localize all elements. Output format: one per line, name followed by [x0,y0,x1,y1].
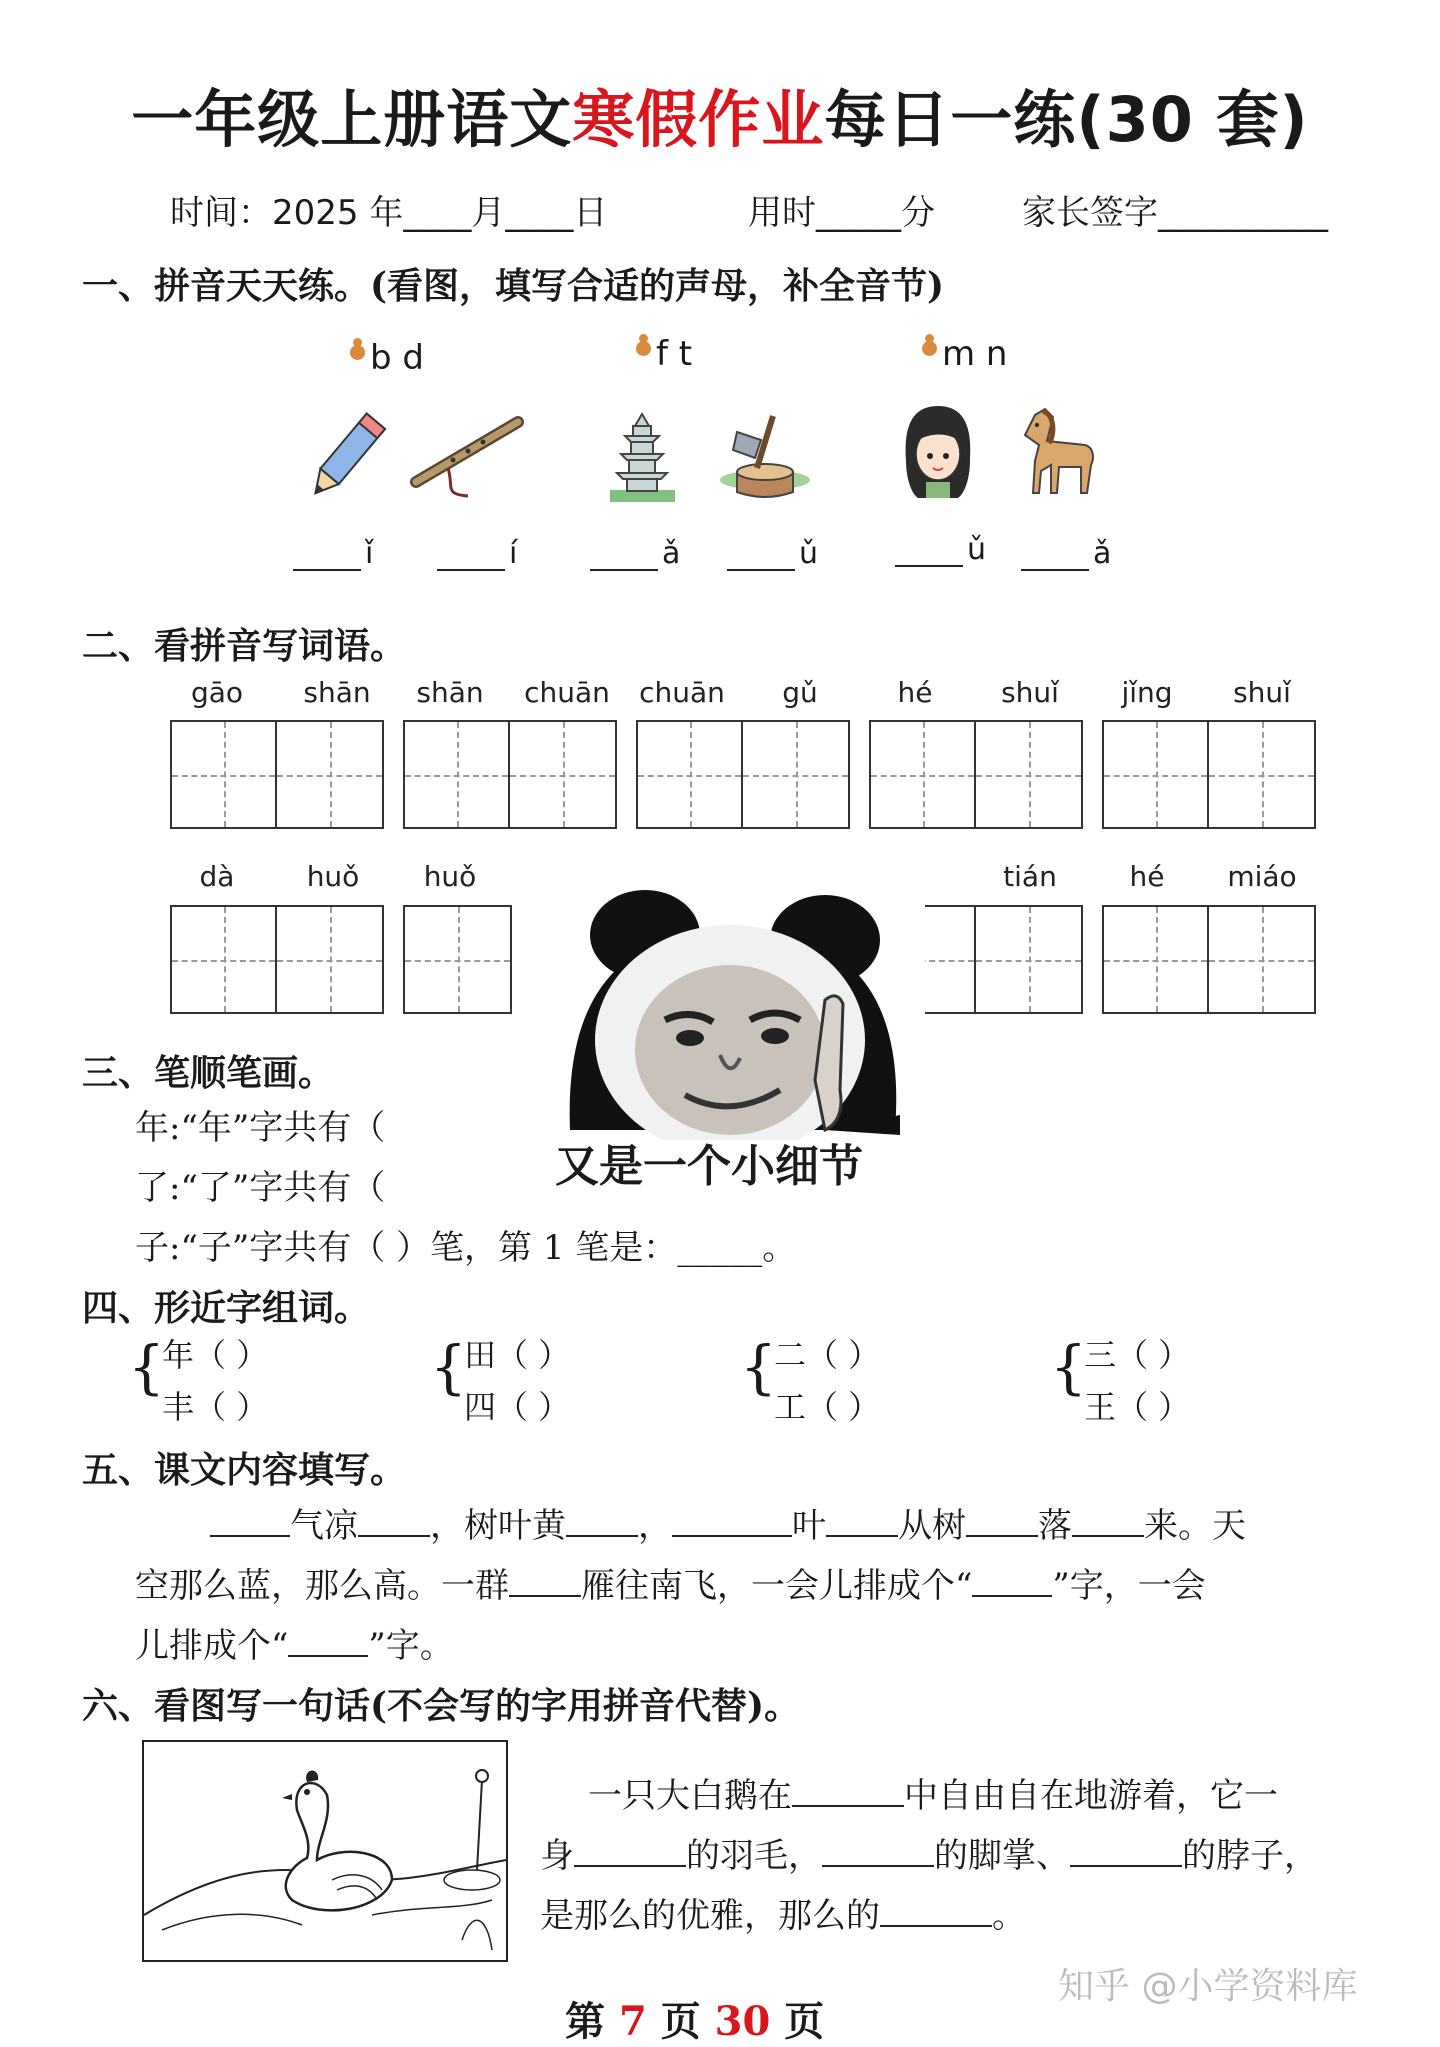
stroke-line-2: 了:“了”字共有（ [135,1168,386,1208]
writing-grid[interactable] [403,905,512,1014]
stroke-line-1: 年:“年”字共有（ [135,1108,386,1148]
horse-icon [1015,405,1100,500]
parent-sign-field: 家长签字__________ [1022,193,1328,233]
stroke-line-3: 子:“子”字共有（ ）笔，第 1 笔是：_____。 [135,1228,797,1268]
initial-pair-2: f t [636,334,692,374]
pinyin-label: miáo [1227,860,1297,893]
section-3-heading: 三、笔顺笔画。 [82,1052,335,1094]
pinyin-blank-2[interactable]: í [437,536,517,571]
section-2-heading: 二、看拼音写词语。 [82,625,407,667]
sentence-line-3: 是那么的优雅，那么的 。 [540,1896,1026,1936]
brace-icon: { [128,1333,165,1401]
flute-icon [408,412,528,502]
section-5-heading: 五、课文内容填写。 [82,1449,407,1491]
writing-grid[interactable] [636,720,850,829]
pinyin-label: huǒ [423,860,477,893]
writing-grid[interactable] [1102,905,1316,1014]
pinyin-label: huǒ [306,860,360,893]
girl-icon [898,402,978,502]
gourd-icon [922,334,938,356]
initial-pair-1: b d [350,338,424,378]
section-6-heading: 六、看图写一句话(不会写的字用拼音代替)。 [82,1685,801,1727]
section-4-heading: 四、形近字组词。 [82,1287,371,1329]
pinyin-label: chuān [524,676,610,709]
pinyin-label: shuǐ [1001,676,1059,709]
pinyin-label: chuān [639,676,725,709]
sentence-line-1: 一只大白鹅在 中自由自在地游着，它一 [588,1776,1278,1816]
time-used-field: 用时_____分 [748,193,935,233]
pinyin-blank-4[interactable]: ǔ [727,536,818,571]
writing-grid[interactable] [170,905,384,1014]
pagoda-icon [605,412,680,504]
writing-grid[interactable] [170,720,384,829]
watermark: 知乎 @小学资料库 [1058,1966,1358,2007]
pinyin-label: shuǐ [1233,676,1291,709]
pinyin-blank-6[interactable]: ǎ [1021,536,1111,571]
pinyin-label: hé [1129,860,1165,893]
date-field: 时间：2025 年____月____日 [170,193,608,233]
writing-grid[interactable] [1102,720,1316,829]
sentence-line-2: 身 的羽毛， 的脚掌、 的脖子， [540,1836,1318,1876]
meme-caption: 又是一个小细节 [555,1141,863,1192]
pinyin-blank-1[interactable]: ǐ [293,536,373,571]
pinyin-label: dà [199,860,235,893]
text-fill-line-1: 气凉 ，树叶黄 ， 叶 从树 落 来。天 [210,1498,1246,1547]
pinyin-label: gāo [190,676,244,709]
pinyin-label: shān [303,676,371,709]
writing-grid[interactable] [403,720,617,829]
pinyin-label: shān [416,676,484,709]
brace-icon: { [430,1333,467,1401]
panda-face-icon [525,880,925,1140]
text-fill-line-2: 空那么蓝，那么高。一群 雁往南飞，一会儿排成个“ ”字，一会 [135,1566,1206,1606]
section-1-heading: 一、拼音天天练。(看图，填写合适的声母，补全音节) [82,265,945,307]
swan-picture [142,1740,508,1962]
page-title: 一年级上册语文寒假作业每日一练(30 套) [131,83,1309,156]
brace-icon: { [740,1333,777,1401]
pinyin-label: jǐng [1121,676,1173,709]
brace-icon: { [1050,1333,1087,1401]
pinyin-label: hé [897,676,933,709]
pinyin-blank-5[interactable]: ǔ [895,532,986,567]
pinyin-label: tián [1003,860,1057,893]
pencil-icon [300,410,390,505]
gourd-icon [350,338,366,360]
text-fill-line-3: 儿排成个“ ”字。 [135,1626,454,1666]
writing-grid[interactable] [869,720,1083,829]
initial-pair-3: m n [922,334,1007,374]
page-number: 第 7 页 30 页 [565,1998,825,2045]
pinyin-blank-3[interactable]: ǎ [590,536,680,571]
gourd-icon [636,334,652,356]
axe-stump-icon [715,410,815,505]
pinyin-label: gǔ [782,676,818,709]
